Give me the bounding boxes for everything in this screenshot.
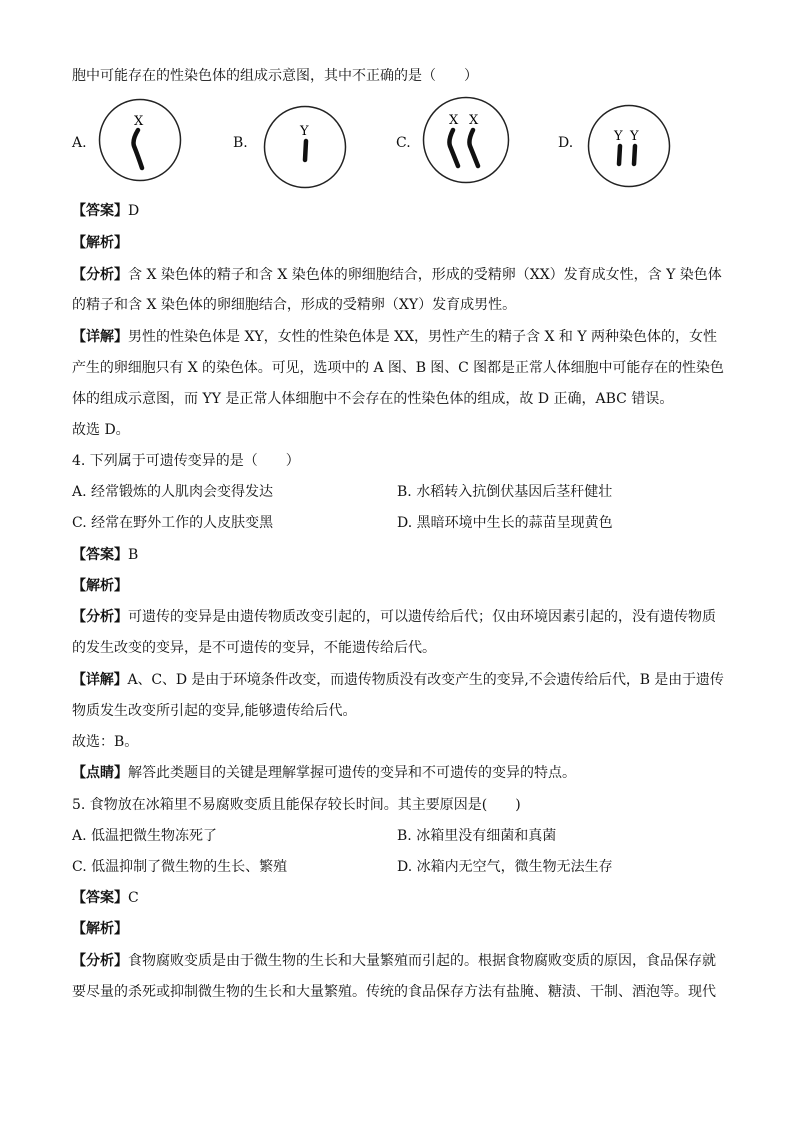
q5-fenxi-2: 要尽量的杀死或抑制微生物的生长和大量繁殖。传统的食品保存方法有盐腌、糖渍、干制、酒泡等。现代 [72, 984, 716, 1000]
q4-analysis-tag: 【解析】 [72, 578, 128, 594]
figure-a-label: A. [72, 135, 87, 151]
q3-xiangjie-1: 【详解】男性的性染色体是 XY，女性的性染色体是 XX，男性产生的精子含 X 和 Y 两种染色体的，女性 [72, 329, 718, 345]
q3-fenxi-2: 的精子和含 X 染色体的卵细胞结合，形成的受精卵（XY）发育成男性。 [72, 297, 517, 313]
q4-stem: 4. 下列属于可遗传变异的是（ ） [72, 453, 300, 469]
q3-stem-tail: 胞中可能存在的性染色体的组成示意图，其中不正确的是（ ） [72, 68, 478, 84]
answer-value: D [128, 203, 140, 219]
figure-a-diagram [98, 98, 182, 182]
figure-b-label: B. [233, 135, 248, 151]
q5-option-d: D. 冰箱内无空气，微生物无法生存 [397, 859, 613, 875]
figure-d-label: D. [558, 135, 574, 151]
q5-option-b: B. 冰箱里没有细菌和真菌 [397, 828, 557, 844]
chromosome-label-x1: X [449, 113, 459, 128]
q3-analysis-tag: 【解析】 [72, 235, 128, 251]
q5-option-c: C. 低温抑制了微生物的生长、繁殖 [72, 859, 288, 875]
figure-c-label: C. [396, 135, 411, 151]
q4-fenxi-1: 【分析】可遗传的变异是由遗传物质改变引起的，可以遗传给后代；仅由环境因素引起的，没有遗传物质 [72, 609, 716, 625]
q4-answer: 【答案】B [72, 547, 139, 563]
q4-option-c: C. 经常在野外工作的人皮肤变黑 [72, 515, 274, 531]
answer-tag: 【答案】 [72, 203, 128, 219]
q5-answer: 【答案】C [72, 890, 139, 906]
q4-option-d: D. 黑暗环境中生长的蒜苗呈现黄色 [397, 515, 613, 531]
q4-xiangjie-1: 【详解】A、C、D 是由于环境条件改变，而遗传物质没有改变产生的变异,不会遗传给后代，B 是由于遗传 [72, 672, 724, 688]
chromosome-label-x: X [134, 114, 144, 129]
q4-fenxi-2: 的发生改变的变异，是不可遗传的变异，不能遗传给后代。 [72, 640, 436, 656]
chromosome-y [305, 141, 306, 160]
q3-xiangjie-2: 产生的卵细胞只有 X 的染色体。可见，选项中的 A 图、B 图、C 图都是正常人体细胞中可能存在的性染色 [72, 360, 724, 376]
q5-option-a: A. 低温把微生物冻死了 [72, 828, 218, 844]
q4-dianjing: 【点睛】解答此类题目的关键是理解掌握可遗传的变异和不可遗传的变异的特点。 [72, 765, 576, 781]
q5-analysis-tag: 【解析】 [72, 921, 128, 937]
chromosome-label-y1: Y [614, 129, 623, 144]
q4-option-a: A. 经常锻炼的人肌肉会变得发达 [72, 484, 274, 500]
q5-stem: 5. 食物放在冰箱里不易腐败变质且能保存较长时间。其主要原因是( ) [72, 797, 521, 813]
chromosome-label-y2: Y [630, 129, 639, 144]
q3-conclusion: 故选 D。 [72, 422, 130, 438]
q3-answer [72, 201, 139, 221]
chromosome-label-x2: X [469, 113, 479, 128]
q3-fenxi-1: 【分析】含 X 染色体的精子和含 X 染色体的卵细胞结合，形成的受精卵（XX）发育成女性，含 Y 染色体 [72, 267, 722, 283]
q4-xiangjie-2: 物质发生改变所引起的变异,能够遗传给后代。 [72, 703, 357, 719]
q3-xiangjie-3: 体的组成示意图，而 YY 是正常人体细胞中不会存在的性染色体的组成，故 D 正确，ABC 错误。 [72, 391, 674, 407]
q5-fenxi-1: 【分析】食物腐败变质是由于微生物的生长和大量繁殖而引起的。根据食物腐败变质的原因，食品保存就 [72, 953, 716, 969]
chromosome-y2 [634, 146, 635, 164]
chromosome-y1 [619, 146, 620, 164]
q4-conclusion: 故选：B。 [72, 734, 139, 750]
figure-d-diagram [587, 104, 671, 188]
chromosome-label-y: Y [300, 124, 309, 139]
q4-option-b: B. 水稻转入抗倒伏基因后茎秆健壮 [397, 484, 613, 500]
figure-b-diagram [263, 105, 347, 189]
figure-c-diagram [422, 96, 510, 184]
